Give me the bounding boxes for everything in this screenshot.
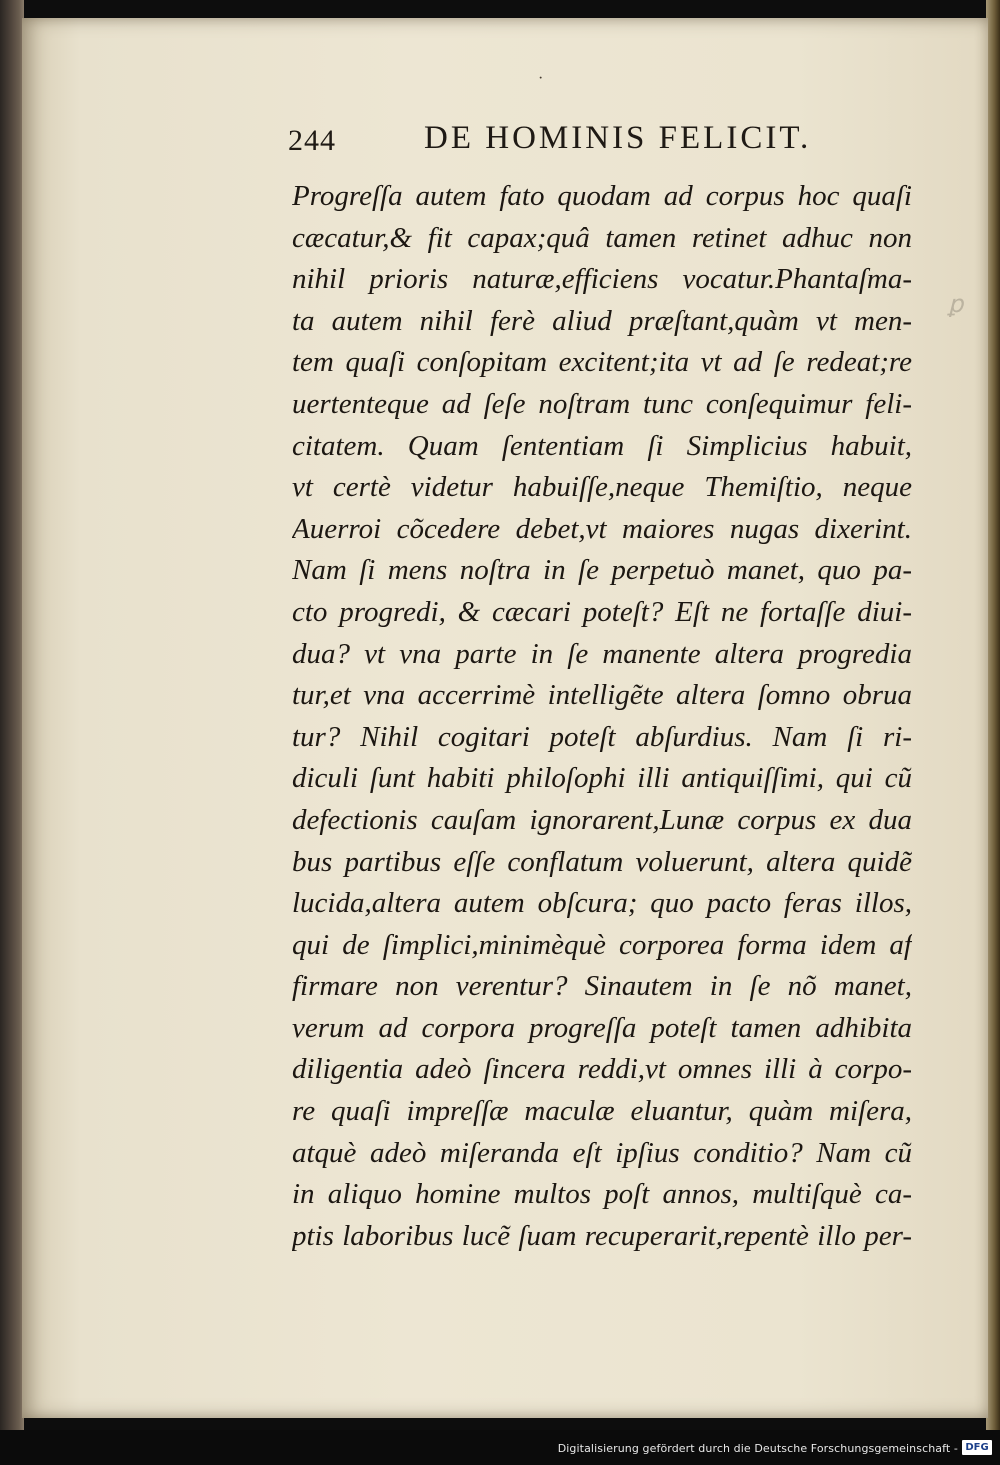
text-line: lucida,altera autem obſcura; quo pacto feras illos, [292, 887, 912, 920]
text-line: citatem. Quam ſententiam ſi Simplicius habuit, [292, 429, 912, 462]
text-line: Auerroi cõcedere debet,vt maiores nugas dixerint. [292, 512, 912, 545]
text-line: atquè adeò miſeranda eſt ipſius conditio? Nam cũ [292, 1136, 912, 1169]
text-line: tur? Nihil cogitari poteſt abſurdius. Nam ſi ri- [292, 720, 912, 753]
text-line: cæcatur,& fit capax;quâ tamen retinet adhuc non [292, 221, 912, 254]
text-line: cto progredi, & cæcari poteſt? Eſt ne fortaſſe diui- [292, 595, 912, 628]
text-line: diligentia adeò ſincera reddi,vt omnes illi à corpo- [292, 1053, 912, 1086]
text-line: diculi ſunt habiti philoſophi illi antiquiſſimi, qui cũ [292, 762, 912, 795]
text-line: firmare non verentur? Sinautem in ſe nõ manet, [292, 970, 912, 1003]
dfg-logo-icon: DFG [962, 1440, 992, 1455]
body-text [292, 176, 912, 1257]
text-line: nihil prioris naturæ,efficiens vocatur.Phantaſma- [292, 263, 912, 296]
text-line: tem quaſi conſopitam excitent;ita vt ad ſe redeat;re [292, 346, 912, 379]
footer-bar [0, 1430, 1000, 1465]
text-line: uertenteque ad ſeſe noſtram tunc conſequimur feli- [292, 387, 912, 420]
text-line: qui de ſimplici,minimèquè corporea forma idem af [292, 928, 912, 961]
text-line: verum ad corpora progreſſa poteſt tamen adhibita [292, 1011, 912, 1044]
running-title: DE HOMINIS FELICIT. [424, 120, 812, 156]
text-line: ta autem nihil ferè aliud præſtant,quàm vt men- [292, 304, 912, 337]
text-line: dua? vt vna parte in ſe manente altera progredia [292, 637, 912, 670]
bleed-through-mark: ꝑ [948, 292, 964, 318]
text-line: re quaſi impreſſæ maculæ eluantur, quàm miſera, [292, 1095, 912, 1128]
book-page [22, 18, 988, 1418]
page-number: 244 [288, 124, 336, 157]
text-line: tur,et vna accerrimè intelligẽte altera ſomno obrua [292, 679, 912, 712]
text-line: defectionis cauſam ignorarent,Lunæ corpus ex dua [292, 803, 912, 836]
text-line: Nam ſi mens noſtra in ſe perpetuò manet, quo pa- [292, 554, 912, 587]
running-head [288, 120, 868, 164]
page-edge [986, 0, 1000, 1430]
text-line: vt certè videtur habuiſſe,neque Themiſtio, neque [292, 471, 912, 504]
text-line: Progreſſa autem fato quodam ad corpus hoc quaſi [292, 180, 912, 212]
text-line: ptis laboribus lucẽ ſuam recuperarit,repentè illo per- [292, 1219, 912, 1252]
text-line: bus partibus eſſe conflatum voluerunt, altera quidẽ [292, 845, 912, 878]
text-line: in aliquo homine multos poſt annos, multiſquè ca- [292, 1178, 912, 1211]
funding-credit: Digitalisierung gefördert durch die Deutsche Forschungsgemeinschaft - [557, 1442, 958, 1455]
binding-edge [0, 0, 24, 1430]
ornament-mark: · [538, 70, 544, 87]
